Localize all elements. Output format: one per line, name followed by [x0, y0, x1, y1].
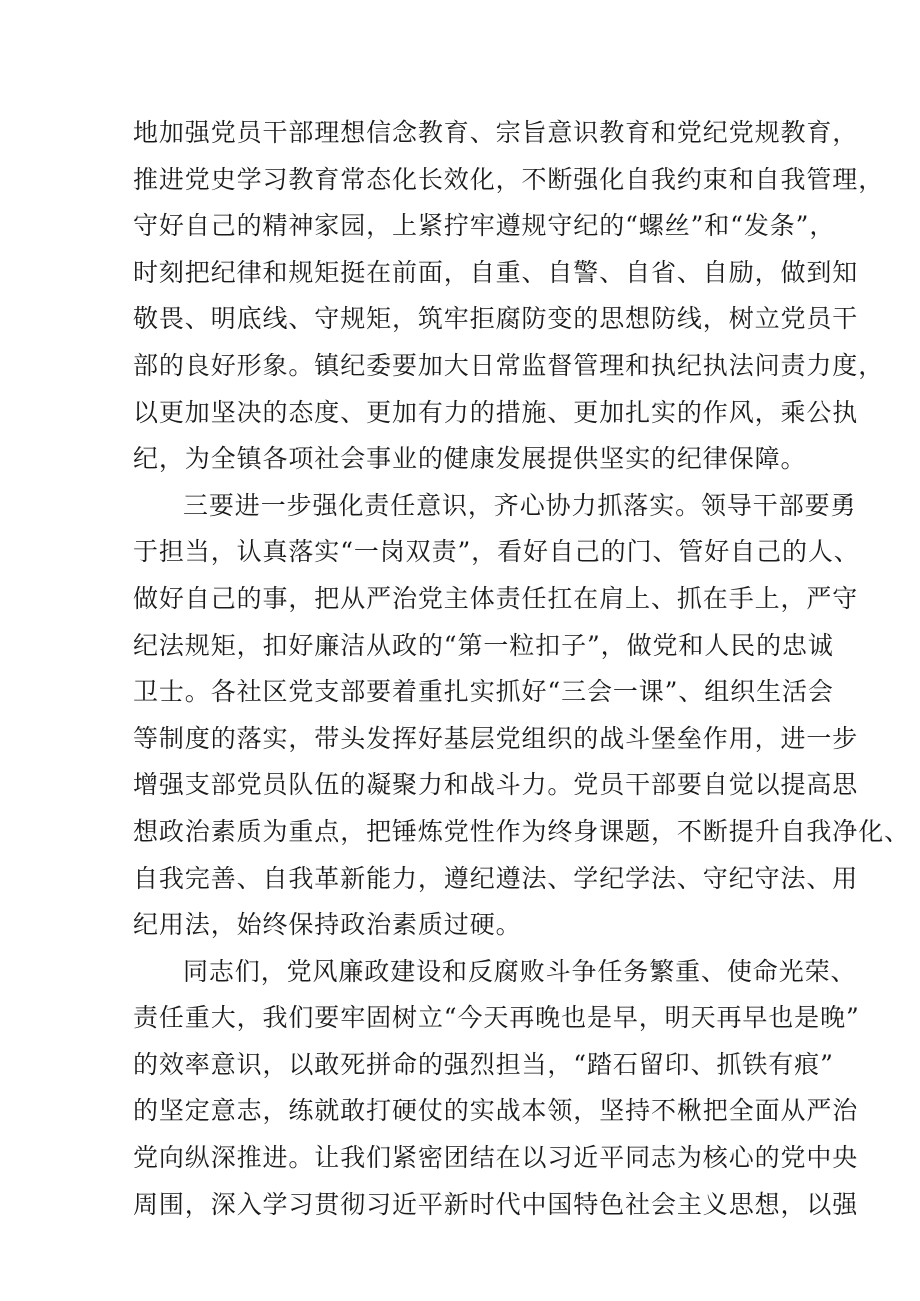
text-line: 想政治素质为重点，把锤炼党性作为终身课题，不断提升自我净化、: [133, 816, 911, 846]
text-line: 自我完善、自我革新能力，遵纪遵法、学纪学法、守纪守法、用: [133, 863, 859, 893]
text-line: 守好自己的精神家园，上紧拧牢遵规守纪的“螺丝”和“发条”，: [133, 211, 836, 241]
document-body: [133, 110, 911, 1228]
paragraph-closing: [133, 949, 860, 1229]
text-line: 于担当，认真落实“一岗双责”，看好自己的门、管好自己的人、: [133, 537, 860, 567]
text-line: 推进党史学习教育常态化长效化，不断强化自我约束和自我管理，: [133, 164, 885, 194]
text-line: 纪法规矩，扣好廉洁从政的“第一粒扣子”，做党和人民的忠诚: [133, 630, 834, 660]
text-line: 同志们，党风廉政建设和反腐败斗争任务繁重、使命光荣、: [183, 956, 857, 986]
paragraph-discipline-education: [133, 110, 885, 483]
text-line: 党向纵深推进。让我们紧密团结在以习近平同志为核心的党中央: [133, 1143, 859, 1173]
text-line: 地加强党员干部理想信念教育、宗旨意识教育和党纪党规教育，: [133, 118, 859, 147]
text-line: 的坚定意志，练就敢打硬仗的实战本领，坚持不楸把全面从严治: [133, 1096, 859, 1126]
text-line: 敬畏、明底线、守规矩，筑牢拒腐防变的思想防线，树立党员干: [133, 304, 859, 334]
text-line: 的效率意识，以敢死拼命的强烈担当，“踏石留印、抓铁有痕”: [133, 1049, 834, 1079]
text-line: 等制度的落实，带头发挥好基层党组织的战斗堡垒作用，进一步: [133, 723, 859, 753]
text-line: 三要进一步强化责任意识，齐心协力抓落实。领导干部要勇: [183, 490, 857, 520]
text-line: 纪，为全镇各项社会事业的健康发展提供坚实的纪律保障。: [133, 444, 807, 474]
text-line: 周围，深入学习贯彻习近平新时代中国特色社会主义思想，以强: [133, 1189, 859, 1219]
text-line: 增强支部党员队伍的凝聚力和战斗力。党员干部要自觉以提高思: [133, 770, 859, 800]
text-line: 责任重大，我们要牢固树立“今天再晚也是早，明天再早也是晚”: [133, 1003, 860, 1033]
text-line: 以更加坚决的态度、更加有力的措施、更加扎实的作风，乘公执: [133, 397, 859, 427]
text-line: 纪用法，始终保持政治素质过硬。: [133, 910, 522, 940]
text-line: 卫士。各社区党支部要着重扎实抓好“三会一课”、组织生活会: [133, 677, 834, 707]
text-line: 做好自己的事，把从严治党主体责任扛在肩上、抓在手上，严守: [133, 583, 859, 613]
text-line: 时刻把纪律和规矩挺在前面，自重、自警、自省、自励，做到知: [133, 257, 859, 287]
text-line: 部的良好形象。镇纪委要加大日常监督管理和执纪执法问责力度，: [133, 350, 885, 380]
paragraph-responsibility: [133, 483, 911, 949]
